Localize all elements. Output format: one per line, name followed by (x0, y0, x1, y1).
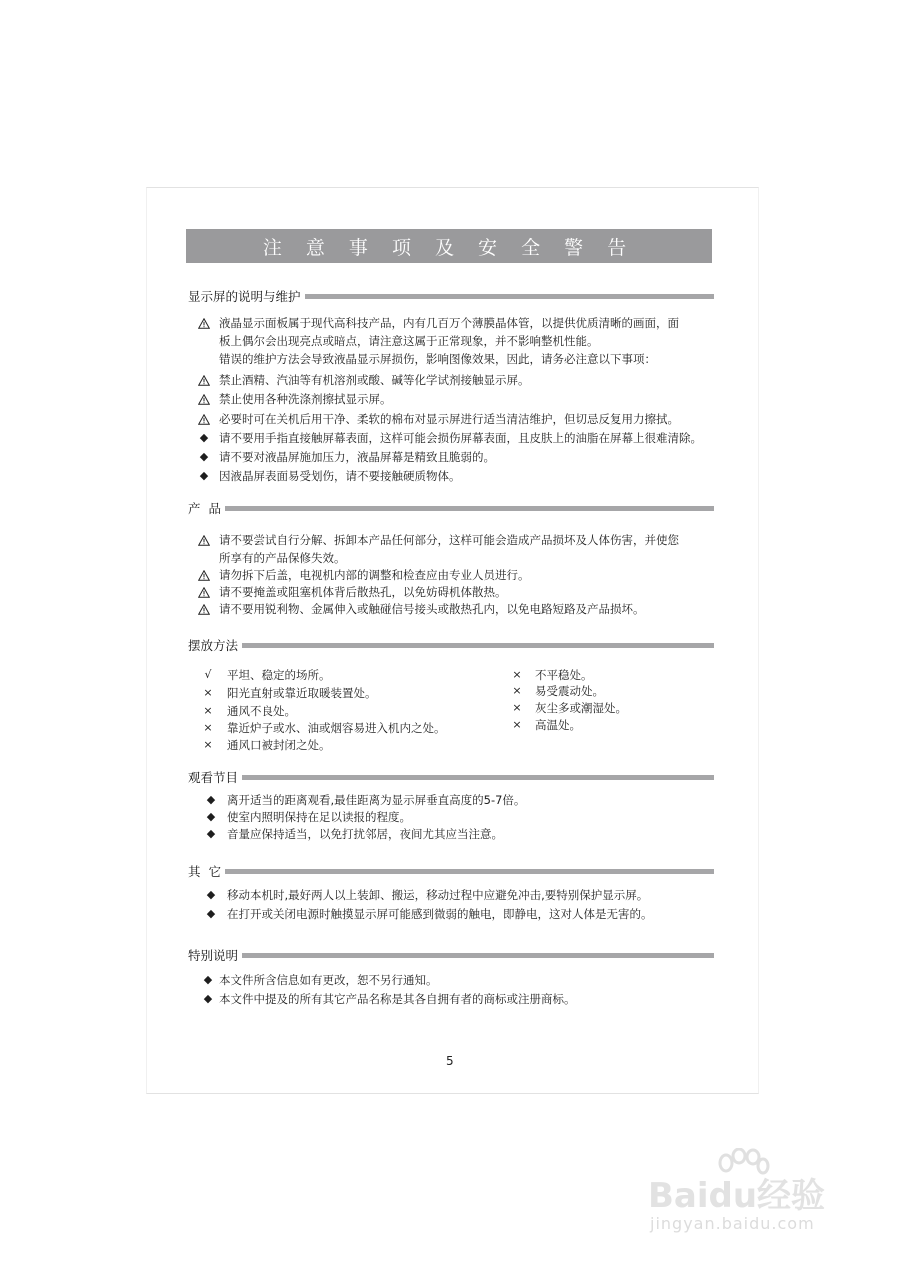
list-item: 请不要尝试自行分解、拆卸本产品任何部分，这样可能会造成产品损坏及人体伤害，并使您 (219, 533, 679, 547)
list-item: 请不要掩盖或阻塞机体背后散热孔，以免妨碍机体散热。 (219, 585, 507, 599)
list-item: 不平稳处。 (535, 668, 593, 682)
list-item: 请不要用锐利物、金属伸入或触碰信号接头或散热孔内，以免电路短路及产品损坏。 (219, 602, 645, 616)
section-rule (225, 869, 714, 874)
cross-icon: × (203, 721, 213, 734)
check-icon: √ (204, 668, 212, 681)
page-title: 注 意 事 项 及 安 全 警 告 (186, 229, 712, 263)
list-item: 通风口被封闭之处。 (227, 738, 331, 752)
list-item: 易受震动处。 (535, 684, 604, 698)
list-item: 音量应保持适当，以免打扰邻居，夜间尤其应当注意。 (227, 827, 503, 841)
list-item: 本文件所含信息如有更改，恕不另行通知。 (219, 973, 438, 987)
list-item: 请勿拆下后盖，电视机内部的调整和检查应由专业人员进行。 (219, 568, 530, 582)
cross-icon: × (512, 684, 522, 697)
list-item: 平坦、稳定的场所。 (227, 668, 331, 682)
list-item: 高温处。 (535, 718, 581, 732)
list-item: 必要时可在关机后用干净、柔软的棉布对显示屏进行适当清洁维护，但切忌反复用力擦拭。 (219, 412, 679, 426)
cross-icon: × (512, 701, 522, 714)
warning-icon (197, 410, 211, 428)
list-item: 请不要用手指直接触屏幕表面，这样可能会损伤屏幕表面，且皮肤上的油脂在屏幕上很难清除。 (219, 431, 702, 445)
list-item: 禁止酒精、汽油等有机溶剂或酸、碱等化学试剂接触显示屏。 (219, 373, 530, 387)
cross-icon: × (203, 686, 213, 699)
warning-icon (197, 390, 211, 408)
cross-icon: × (512, 668, 522, 681)
watermark-url: jingyan.baidu.com (650, 1214, 815, 1233)
list-item: 请不要对液晶屏施加压力，液晶屏幕是精致且脆弱的。 (219, 450, 495, 464)
diamond-icon: ◆ (206, 793, 216, 806)
list-item: 离开适当的距离观看,最佳距离为显示屏垂直高度的5-7倍。 (227, 793, 526, 807)
list-item: 在打开或关闭电源时触摸显示屏可能感到微弱的触电，即静电，这对人体是无害的。 (227, 907, 653, 921)
section-rule (305, 294, 714, 299)
list-item: 错误的维护方法会导致液晶显示屏损伤，影响图像效果，因此，请务必注意以下事项： (219, 352, 656, 366)
section-heading-display (188, 287, 714, 305)
list-item: 使室内照明保持在足以读报的程度。 (227, 810, 411, 824)
section-heading-label: 显示屏的说明与维护 (188, 289, 301, 304)
warning-icon (197, 314, 211, 332)
section-heading-label: 特别说明 (188, 948, 239, 963)
section-heading-viewing (188, 768, 714, 786)
diamond-icon: ◆ (206, 827, 216, 840)
diamond-icon: ◆ (203, 992, 213, 1005)
section-heading-other (188, 862, 714, 880)
list-item: 通风不良处。 (227, 704, 296, 718)
diamond-icon: ◆ (199, 469, 209, 482)
list-item: 移动本机时,最好两人以上装卸、搬运，移动过程中应避免冲击,要特别保护显示屏。 (227, 888, 649, 902)
cross-icon: × (512, 718, 522, 731)
section-heading-label: 观看节目 (188, 770, 239, 785)
diamond-icon: ◆ (199, 431, 209, 444)
watermark-logo: Baidu经验 (648, 1176, 826, 1216)
page-number: 5 (446, 1054, 454, 1068)
diamond-icon: ◆ (199, 450, 209, 463)
list-item: 所享有的产品保修失效。 (219, 551, 346, 565)
warning-icon (197, 600, 211, 618)
section-heading-label: 产 品 (188, 501, 221, 516)
section-rule (242, 643, 714, 648)
warning-icon (197, 371, 211, 389)
list-item: 阳光直射或靠近取暖装置处。 (227, 686, 377, 700)
list-item: 靠近炉子或水、油或烟容易进入机内之处。 (227, 721, 446, 735)
list-item: 因液晶屏表面易受划伤，请不要接触硬质物体。 (219, 469, 461, 483)
list-item: 板上偶尔会出现亮点或暗点，请注意这属于正常现象，并不影响整机性能。 (219, 334, 599, 348)
section-heading-special (188, 946, 714, 964)
section-rule (225, 506, 714, 511)
section-heading-product (188, 499, 714, 517)
section-heading-label: 摆放方法 (188, 638, 239, 653)
section-heading-label: 其 它 (188, 864, 221, 879)
diamond-icon: ◆ (203, 973, 213, 986)
section-rule (242, 953, 714, 958)
list-item: 液晶显示面板属于现代高科技产品，内有几百万个薄膜晶体管，以提供优质清晰的画面，面 (219, 316, 679, 330)
warning-icon (197, 531, 211, 549)
list-item: 本文件中提及的所有其它产品名称是其各自拥有者的商标或注册商标。 (219, 992, 576, 1006)
warning-icon (197, 566, 211, 584)
list-item: 禁止使用各种洗涤剂擦拭显示屏。 (219, 392, 392, 406)
cross-icon: × (203, 738, 213, 751)
diamond-icon: ◆ (206, 907, 216, 920)
diamond-icon: ◆ (206, 888, 216, 901)
cross-icon: × (203, 704, 213, 717)
section-rule (242, 775, 714, 780)
warning-icon (197, 583, 211, 601)
diamond-icon: ◆ (206, 810, 216, 823)
section-heading-placement (188, 636, 714, 654)
list-item: 灰尘多或潮湿处。 (535, 701, 627, 715)
